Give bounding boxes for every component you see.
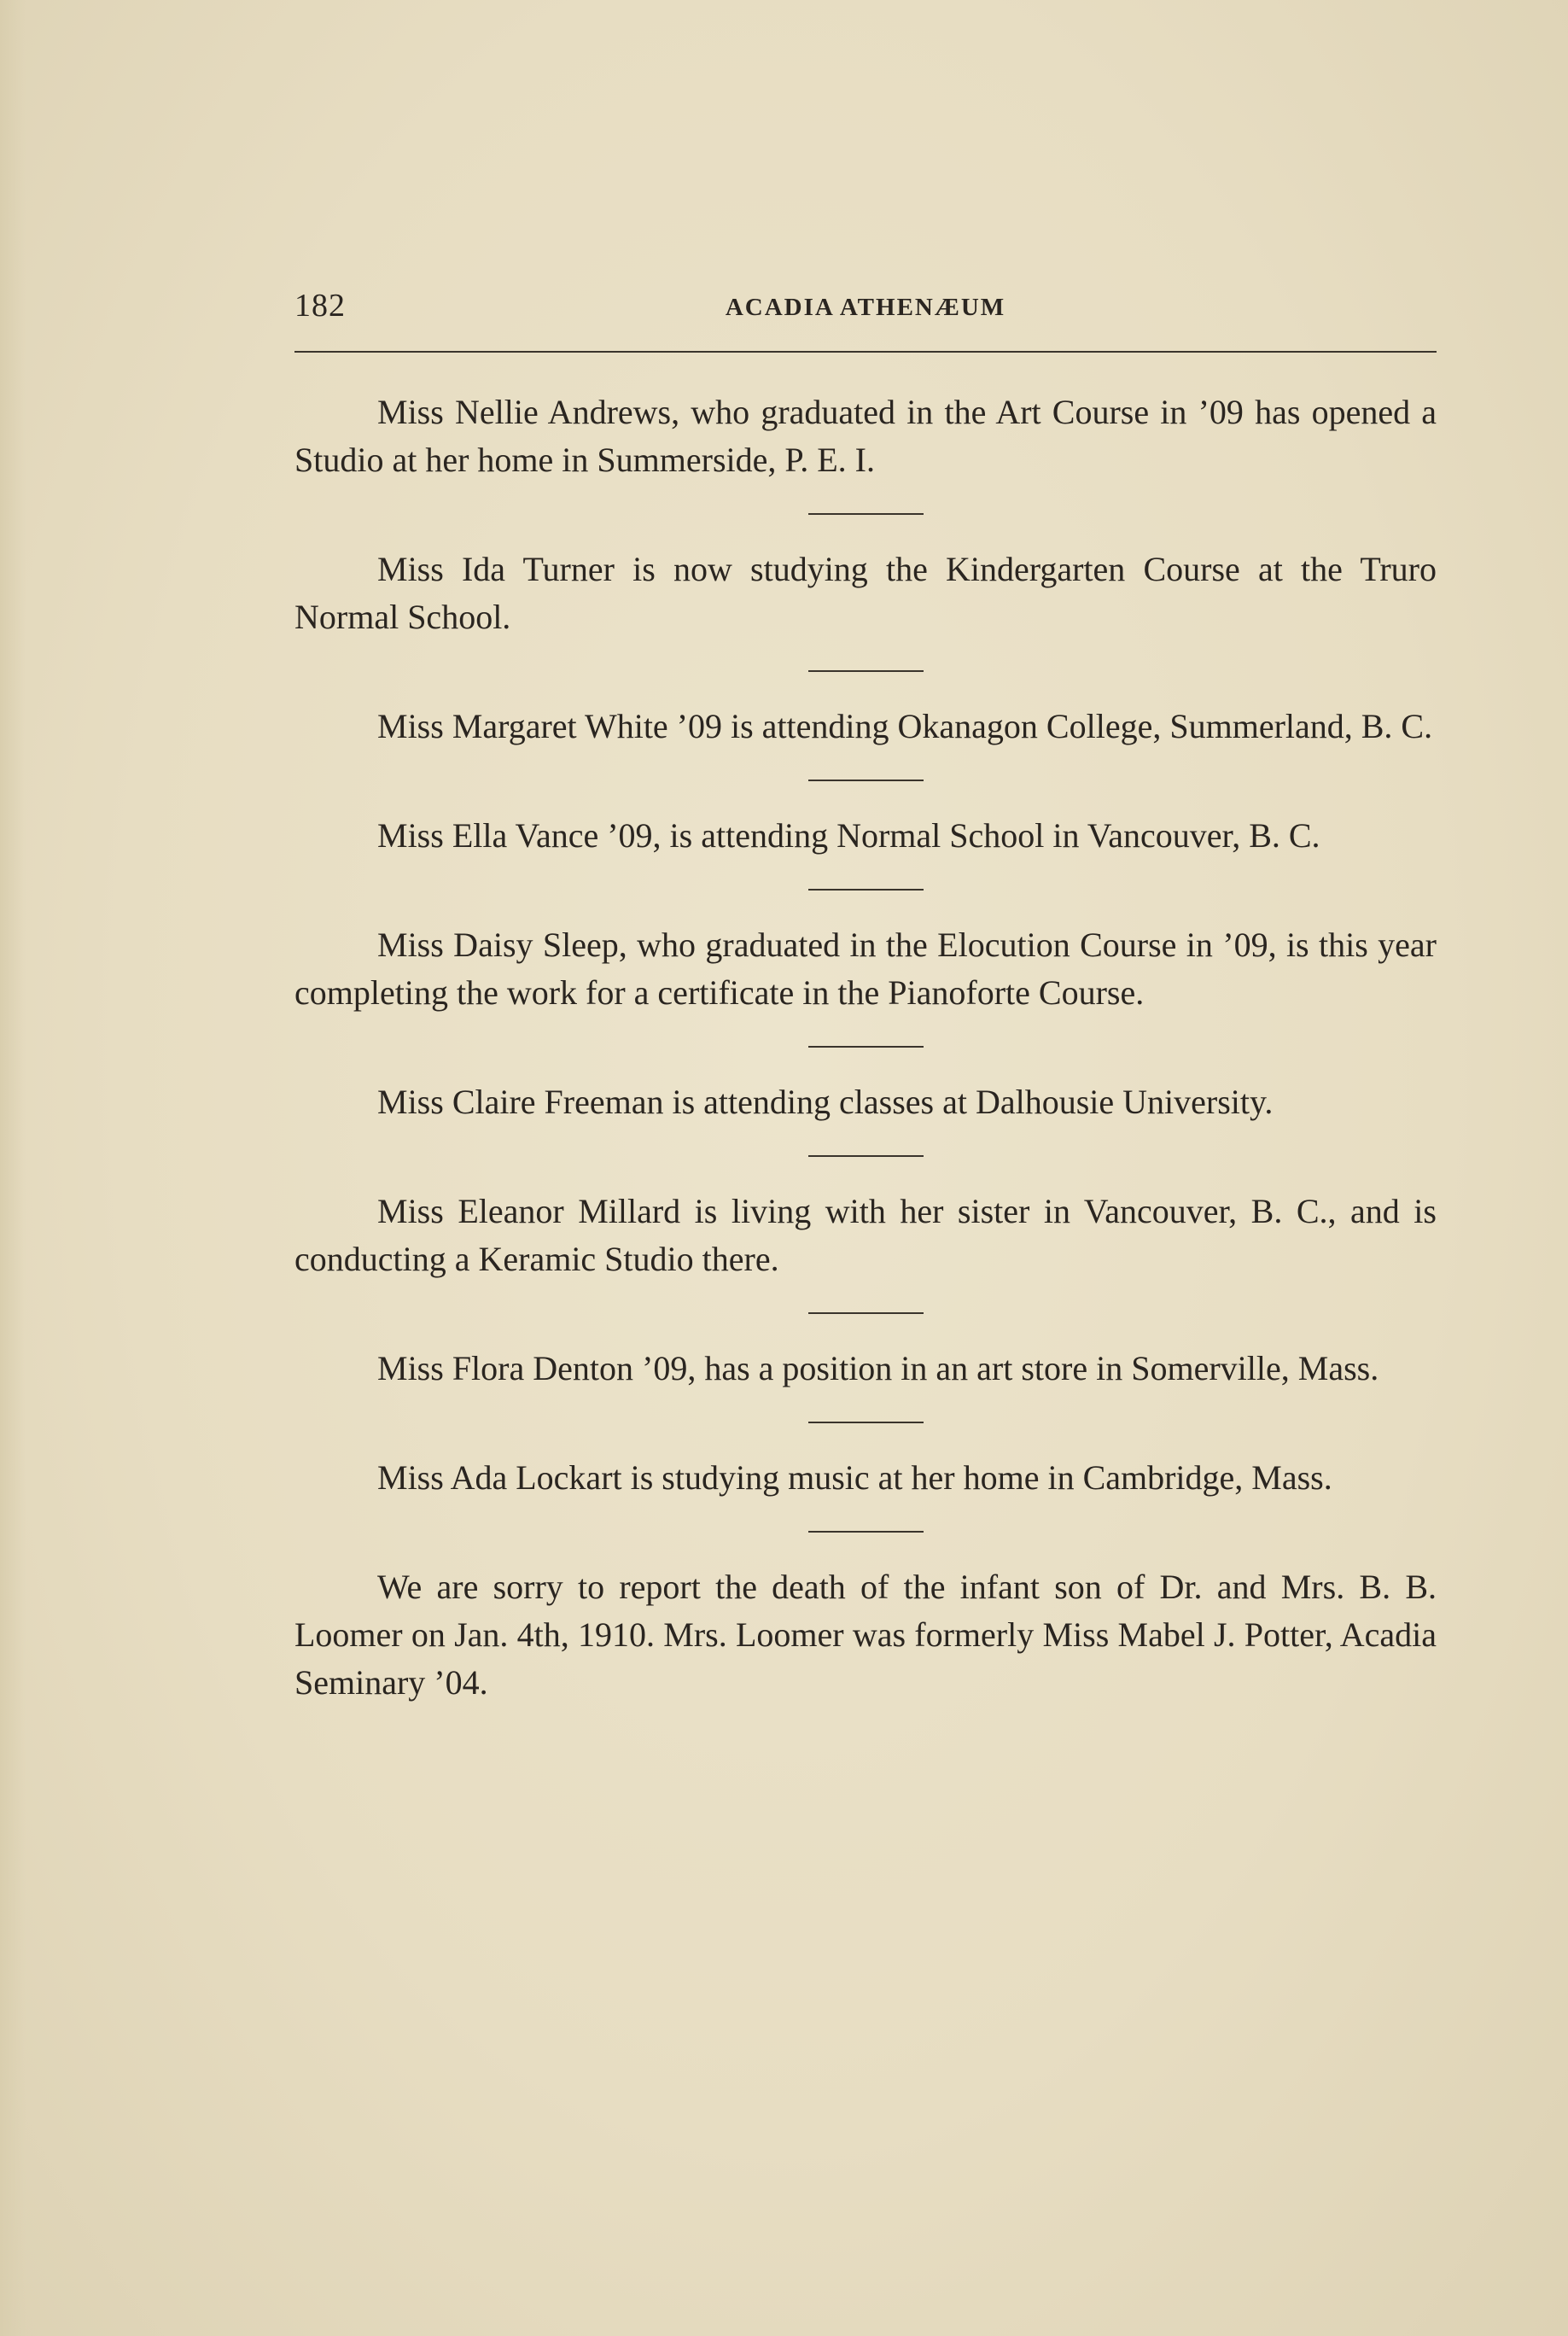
news-item bbox=[294, 1078, 1437, 1126]
separator-rule bbox=[808, 1312, 924, 1314]
page-edge-shadow bbox=[0, 0, 26, 2336]
separator-rule bbox=[808, 513, 924, 515]
news-item bbox=[294, 546, 1437, 641]
running-title: ACADIA ATHENÆUM bbox=[725, 294, 1006, 321]
news-item bbox=[294, 921, 1437, 1017]
separator-rule bbox=[808, 1422, 924, 1423]
separator-rule bbox=[808, 1531, 924, 1533]
news-paragraph: Miss Flora Denton ’09, has a position in an art store in Somerville, Mass. bbox=[377, 1349, 1379, 1387]
separator-rule bbox=[808, 780, 924, 781]
news-paragraph: Miss Nellie Andrews, who graduated in the Art Course in ’09 has opened a Studio at her home in Summerside, P. E. I. bbox=[294, 393, 1437, 479]
news-paragraph: Miss Eleanor Millard is living with her sister in Vancouver, B. C., and is conducting a Keramic Studio there. bbox=[294, 1192, 1437, 1278]
news-column bbox=[294, 388, 1437, 1707]
news-paragraph: Miss Ella Vance ’09, is attending Normal School in Vancouver, B. C. bbox=[377, 816, 1320, 855]
news-item bbox=[294, 1454, 1437, 1502]
news-paragraph: Miss Ida Turner is now studying the Kindergarten Course at the Truro Normal School. bbox=[294, 550, 1437, 636]
news-item bbox=[294, 388, 1437, 484]
separator-rule bbox=[808, 1155, 924, 1157]
news-item bbox=[294, 1345, 1437, 1393]
news-paragraph: Miss Claire Freeman is attending classes at Dalhousie University. bbox=[377, 1083, 1274, 1121]
page-number: 182 bbox=[294, 288, 346, 324]
news-paragraph: Miss Ada Lockart is studying music at her home in Cambridge, Mass. bbox=[377, 1458, 1332, 1497]
news-item bbox=[294, 1188, 1437, 1283]
header-rule bbox=[294, 351, 1437, 353]
news-paragraph: Miss Daisy Sleep, who graduated in the Elocution Course in ’09, is this year completing the work for a certificate in the Pianoforte Course. bbox=[294, 926, 1437, 1012]
running-header bbox=[294, 287, 1437, 338]
separator-rule bbox=[808, 670, 924, 672]
news-item bbox=[294, 812, 1437, 860]
separator-rule bbox=[808, 1046, 924, 1048]
news-paragraph: We are sorry to report the death of the infant son of Dr. and Mrs. B. B. Loomer on Jan. 4th, 1910. Mrs. Loomer was formerly Miss Mabel J. Potter, Acadia Seminary ’04. bbox=[294, 1568, 1437, 1702]
news-item bbox=[294, 1563, 1437, 1707]
news-item bbox=[294, 703, 1437, 750]
separator-rule bbox=[808, 889, 924, 891]
news-paragraph: Miss Margaret White ’09 is attending Okanagon College, Summerland, B. C. bbox=[377, 707, 1433, 745]
